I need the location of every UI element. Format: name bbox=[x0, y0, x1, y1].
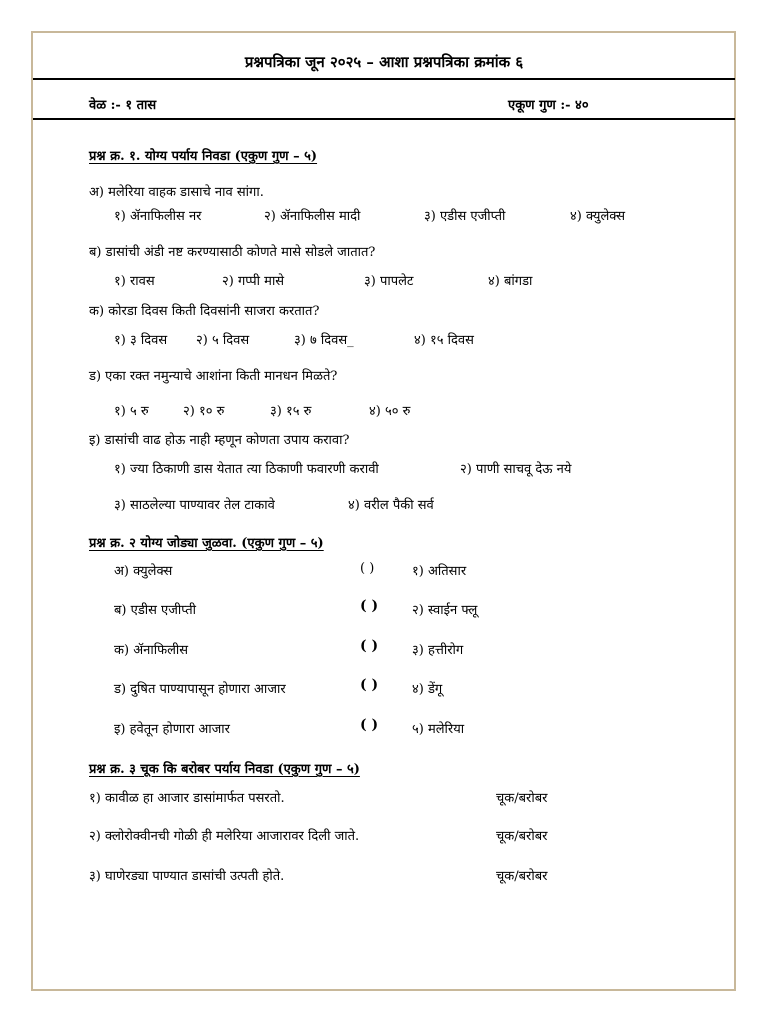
q3-statement-2: २) क्लोरोक्वीनची गोळी ही मलेरिया आजारावर दिली जाते. bbox=[89, 829, 360, 844]
q1c-option-4: ४) १५ दिवस bbox=[414, 333, 474, 348]
q3-statement-1: १) कावीळ हा आजार डासांमार्फत पसरतो. bbox=[89, 791, 285, 806]
q2-row-1-paren: ( ) bbox=[360, 561, 375, 576]
time-label: वेळ :- १ तास bbox=[89, 98, 157, 113]
q2-row-2-paren: ( ) bbox=[360, 598, 379, 614]
q1c-option-3: ३) ७ दिवस_ bbox=[294, 333, 354, 348]
q1b-option-3: ३) पापलेट bbox=[364, 274, 414, 289]
q2-row-3-left: क) ॲनाफिलीस bbox=[114, 643, 189, 658]
q1c-option-1: १) ३ दिवस bbox=[114, 333, 168, 348]
q1d-option-1: १) ५ रु bbox=[114, 404, 149, 419]
q3-answer-2: चूक/बरोबर bbox=[496, 829, 548, 844]
q1b-option-2: २) गप्पी मासे bbox=[222, 274, 285, 289]
q2-row-4-right: ४) डेंगू bbox=[412, 682, 443, 697]
q2-row-3-right: ३) हत्तीरोग bbox=[412, 643, 464, 658]
q1a-option-2: २) ॲनाफिलीस मादी bbox=[264, 209, 361, 224]
q2-row-5-right: ५) मलेरिया bbox=[412, 722, 465, 737]
q1e-option-3: ३) साठलेल्या पाण्यावर तेल टाकावे bbox=[114, 498, 275, 513]
q2-row-1-left: अ) क्युलेक्स bbox=[114, 564, 173, 579]
header-rule-top bbox=[33, 78, 735, 80]
q3-answer-1: चूक/बरोबर bbox=[496, 791, 548, 806]
q1a-question: अ) मलेरिया वाहक डासाचे नाव सांगा. bbox=[89, 185, 264, 200]
q2-row-4-paren: ( ) bbox=[360, 677, 379, 693]
q3-answer-3: चूक/बरोबर bbox=[496, 869, 548, 884]
q3-statement-3: ३) घाणेरड्या पाण्यात डासांची उत्पती होते. bbox=[89, 869, 285, 884]
q2-row-1-right: १) अतिसार bbox=[412, 564, 467, 579]
q1b-option-4: ४) बांगडा bbox=[488, 274, 533, 289]
q2-row-5-paren: ( ) bbox=[360, 717, 379, 733]
q1c-question: क) कोरडा दिवस किती दिवसांनी साजरा करतात? bbox=[89, 304, 320, 319]
q2-row-5-left: इ) हवेतून होणारा आजार bbox=[114, 722, 230, 737]
q1d-question: ड) एका रक्त नमुन्याचे आशांना किती मानधन मिळते? bbox=[89, 369, 338, 384]
q1e-option-2: २) पाणी साचवू देऊ नये bbox=[460, 462, 572, 477]
q1c-option-2: २) ५ दिवस bbox=[196, 333, 250, 348]
paper-title: प्रश्नपत्रिका जून २०२५ – आशा प्रश्नपत्रिका क्रमांक ६ bbox=[244, 53, 524, 71]
q2-row-3-paren: ( ) bbox=[360, 638, 379, 654]
q1b-option-1: १) रावस bbox=[114, 274, 155, 289]
q2-heading: प्रश्न क्र. २ योग्य जोड्या जुळवा. (एकुण गुण – ५) bbox=[89, 536, 324, 551]
q1e-option-4: ४) वरील पैकी सर्व bbox=[348, 498, 434, 513]
q2-row-2-right: २) स्वाईन फ्लू bbox=[412, 603, 478, 618]
q3-heading: प्रश्न क्र. ३ चूक कि बरोबर पर्याय निवडा (एकुण गुण – ५) bbox=[89, 762, 360, 777]
q1a-option-4: ४) क्युलेक्स bbox=[570, 209, 626, 224]
q1e-option-1: १) ज्या ठिकाणी डास येतात त्या ठिकाणी फवारणी करावी bbox=[114, 462, 379, 477]
q2-row-2-left: ब) एडीस एजीप्ती bbox=[114, 603, 197, 618]
q1a-option-3: ३) एडीस एजीप्ती bbox=[424, 209, 506, 224]
total-marks-label: एकूण गुण :- ४० bbox=[508, 98, 589, 113]
q1-heading: प्रश्न क्र. १. योग्य पर्याय निवडा (एकुण गुण – ५) bbox=[89, 149, 318, 164]
q1d-option-4: ४) ५० रु bbox=[369, 404, 411, 419]
q1a-option-1: १) ॲनाफिलीस नर bbox=[114, 209, 202, 224]
header-rule-bottom bbox=[33, 118, 735, 120]
q1d-option-2: २) १० रु bbox=[183, 404, 225, 419]
q1d-option-3: ३) १५ रु bbox=[270, 404, 312, 419]
q2-row-4-left: ड) दुषित पाण्यापासून होणारा आजार bbox=[114, 682, 286, 697]
q1b-question: ब) डासांची अंडी नष्ट करण्यासाठी कोणते मासे सोडले जातात? bbox=[89, 245, 376, 260]
q1e-question: इ) डासांची वाढ होऊ नाही म्हणून कोणता उपाय करावा? bbox=[89, 433, 350, 448]
